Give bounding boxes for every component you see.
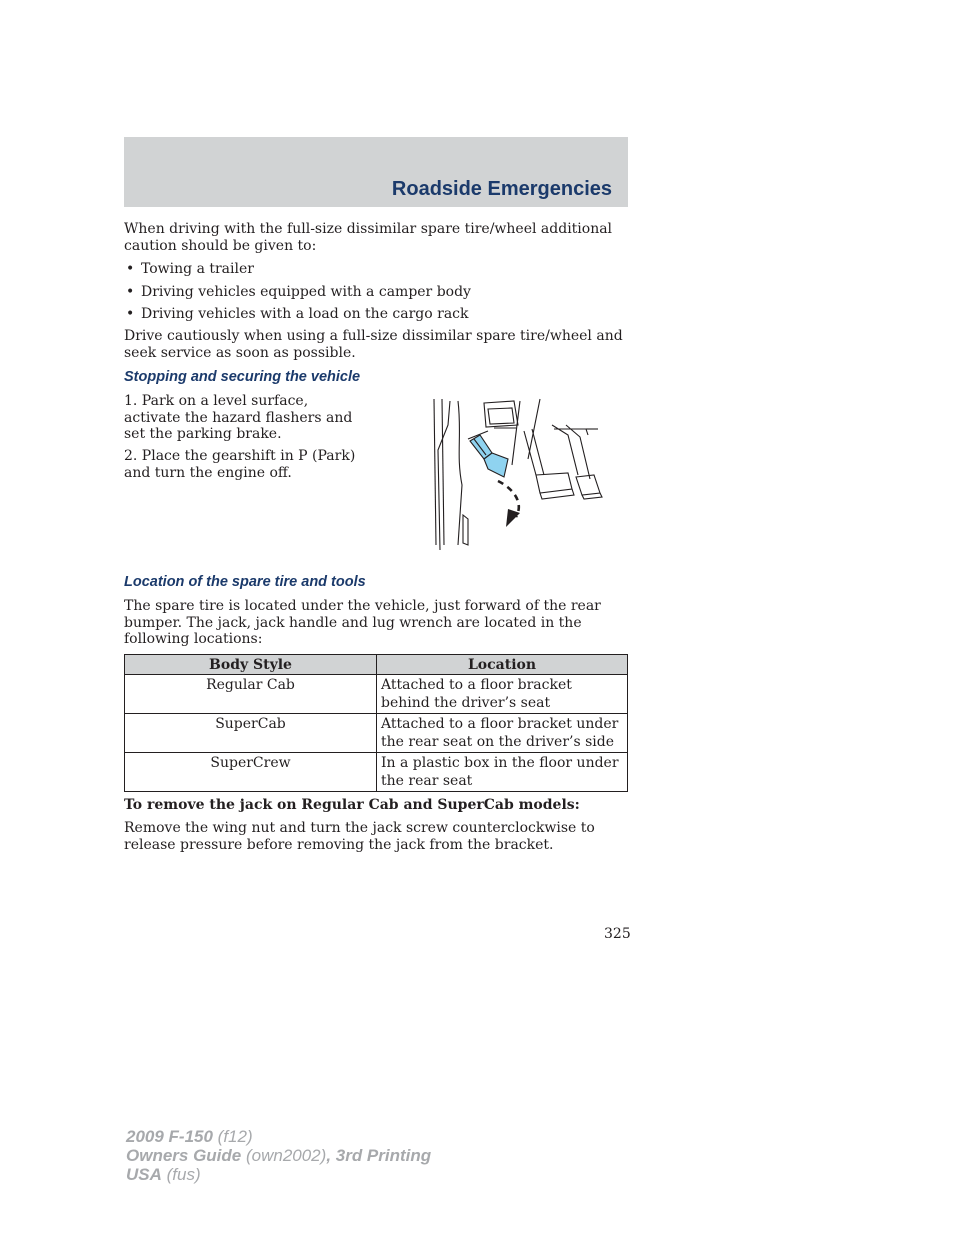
bullet-icon: • (126, 261, 135, 277)
list-item-text: Driving vehicles equipped with a camper body (141, 283, 471, 300)
footer-line-1 (126, 1127, 431, 1146)
column-header-location: Location (377, 655, 628, 675)
list-item-text: Towing a trailer (141, 261, 254, 277)
footer-line-2 (126, 1146, 431, 1165)
section-heading-spare-location: Location of the spare tire and tools (124, 574, 366, 590)
list-item-text: Driving vehicles with a load on the cargo rack (141, 306, 469, 322)
footer-guide-code: (own2002) (241, 1146, 327, 1165)
list-item (124, 306, 628, 323)
column-header-body-style: Body Style (125, 655, 377, 675)
jack-removal-heading: To remove the jack on Regular Cab and SuperCab models: (124, 797, 580, 813)
spare-location-paragraph: The spare tire is located under the vehicle, just forward of the rear bumper. The jack, jack handle and lug wrench are located in the following locations: (124, 598, 601, 647)
tools-location-table (124, 654, 628, 792)
footer-market: USA (126, 1165, 162, 1184)
list-item (124, 284, 628, 301)
bullet-icon: • (126, 306, 135, 322)
step-1: 1. Park on a level surface, activate the hazard flashers and set the parking brake. (124, 393, 353, 442)
page-number: 325 (604, 926, 631, 942)
table-cell: SuperCab (125, 714, 377, 753)
table-cell: Attached to a floor bracket under the rear seat on the driver’s side (377, 714, 628, 753)
intro-paragraph: When driving with the full-size dissimilar spare tire/wheel additional caution should be given to: (124, 221, 613, 254)
table-row (125, 714, 628, 753)
table-header-row (125, 655, 628, 675)
footer-printing: , 3rd Printing (326, 1146, 432, 1165)
footer-line-3 (126, 1165, 431, 1184)
table-cell: Regular Cab (125, 675, 377, 714)
table-row (125, 675, 628, 714)
table-cell: In a plastic box in the floor under the rear seat (377, 753, 628, 792)
header-band (124, 137, 628, 207)
footer-market-code: (fus) (161, 1165, 201, 1184)
footer-imprint (126, 1127, 431, 1184)
parking-brake-pedal-icon (428, 395, 608, 555)
table-cell: SuperCrew (125, 753, 377, 792)
jack-removal-paragraph: Remove the wing nut and turn the jack screw counterclockwise to release pressure before removing the jack from the bracket. (124, 820, 595, 853)
caution-list (124, 261, 628, 329)
table-row (125, 753, 628, 792)
footer-model: 2009 F-150 (126, 1127, 213, 1146)
step-2: 2. Place the gearshift in P (Park) and turn the engine off. (124, 448, 356, 481)
table-cell: Attached to a floor bracket behind the driver’s seat (377, 675, 628, 714)
bullet-icon: • (126, 283, 135, 300)
caution-paragraph: Drive cautiously when using a full-size dissimilar spare tire/wheel and seek service as soon as possible. (124, 328, 623, 361)
section-heading-stopping: Stopping and securing the vehicle (124, 369, 361, 385)
footer-guide: Owners Guide (126, 1146, 242, 1165)
list-item (124, 261, 628, 278)
footer-model-code: (f12) (212, 1127, 253, 1146)
page-title: Roadside Emergencies (391, 178, 612, 200)
